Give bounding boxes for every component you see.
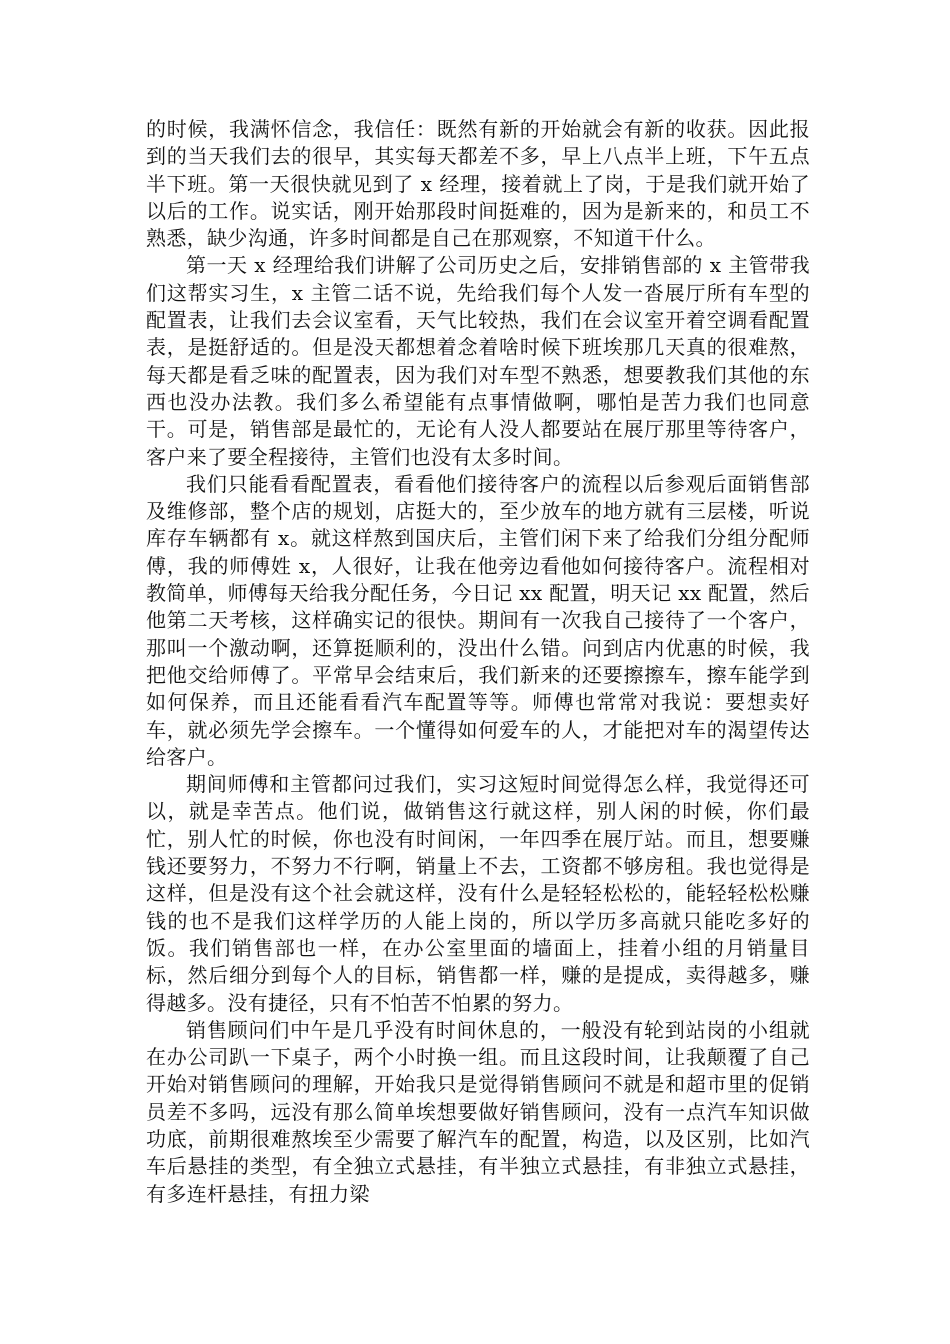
paragraph-4: 期间师傅和主管都问过我们，实习这短时间觉得怎么样，我觉得还可以，就是幸苦点。他们说，做销售这行就这样，别人闲的时候，你们最忙，别人忙的时候，你也没有时间闲，一年四季在展厅站。而且，想要赚钱还要努力，不努力不行啊，销量上不去，工资都不够房租。我也觉得是这样，但是没有这个社会就这样，没有什么是轻轻松松的，能轻轻松松赚钱的也不是我们这样学历的人能上岗的，所以学历多高就只能吃多好的饭。我们销售部也一样，在办公室里面的墙面上，挂着小组的月销量目标，然后细分到每个人的目标，销售都一样，赚的是提成，卖得越多，赚得越多。没有捷径，只有不怕苦不怕累的努力。 [146, 772, 810, 1015]
paragraph-3: 我们只能看看配置表，看看他们接待客户的流程以后参观后面销售部及维修部，整个店的规划，店挺大的，至少放车的地方就有三层楼，听说库存车辆都有 x。就这样熬到国庆后，主管们闲下来了给我们分组分配师傅，我的师傅姓 x，人很好，让我在他旁边看他如何接待客户。流程相对教简单，师傅每天给我分配任务，今日记 xx 配置，明天记 xx 配置，然后他第二天考核，这样确实记的很快。期间有一次我自己接待了一个客户，那叫一个激动啊，还算挺顺利的，没出什么错。问到店内优惠的时候，我把他交给师傅了。平常早会结束后，我们新来的还要擦擦车，擦车能学到如何保养，而且还能看看汽车配置等等。师傅也常常对我说：要想卖好车，就必须先学会擦车。一个懂得如何爱车的人，才能把对车的渴望传达给客户。 [146, 471, 810, 769]
body-text [146, 116, 810, 1208]
paragraph-5: 销售顾问们中午是几乎没有时间休息的，一般没有轮到站岗的小组就在办公司趴一下桌子，两个小时换一组。而且这段时间，让我颠覆了自己开始对销售顾问的理解，开始我只是觉得销售顾问不就是和超市里的促销员差不多吗，远没有那么简单埃想要做好销售顾问，没有一点汽车知识做功底，前期很难熬埃至少需要了解汽车的配置，构造，以及区别，比如汽车后悬挂的类型，有全独立式悬挂，有半独立式悬挂，有非独立式悬挂，有多连杆悬挂，有扭力梁 [146, 1017, 810, 1206]
paragraph-2: 第一天 x 经理给我们讲解了公司历史之后，安排销售部的 x 主管带我们这帮实习生，x 主管二话不说，先给我们每个人发一沓展厅所有车型的配置表，让我们去会议室看，天气比较热，我们在会议室开着空调看配置表，是挺舒适的。但是没天都想着念着啥时候下班埃那几天真的很难熬，每天都是看乏味的配置表，因为我们对车型不熟悉，想要教我们其他的东西也没办法教。我们多么希望能有点事情做啊，哪怕是苦力我们也同意干。可是，销售部是最忙的，无论有人没人都要站在展厅那里等待客户，客户来了要全程接待，主管们也没有太多时间。 [146, 253, 810, 469]
paragraph-1: 的时候，我满怀信念，我信任：既然有新的开始就会有新的收获。因此报到的当天我们去的很早，其实每天都差不多，早上八点半上班，下午五点半下班。第一天很快就见到了 x 经理，接着就上了岗，于是我们就开始了以后的工作。说实话，刚开始那段时间挺难的，因为是新来的，和员工不熟悉，缺少沟通，许多时间都是自己在那观察，不知道干什么。 [146, 117, 810, 251]
